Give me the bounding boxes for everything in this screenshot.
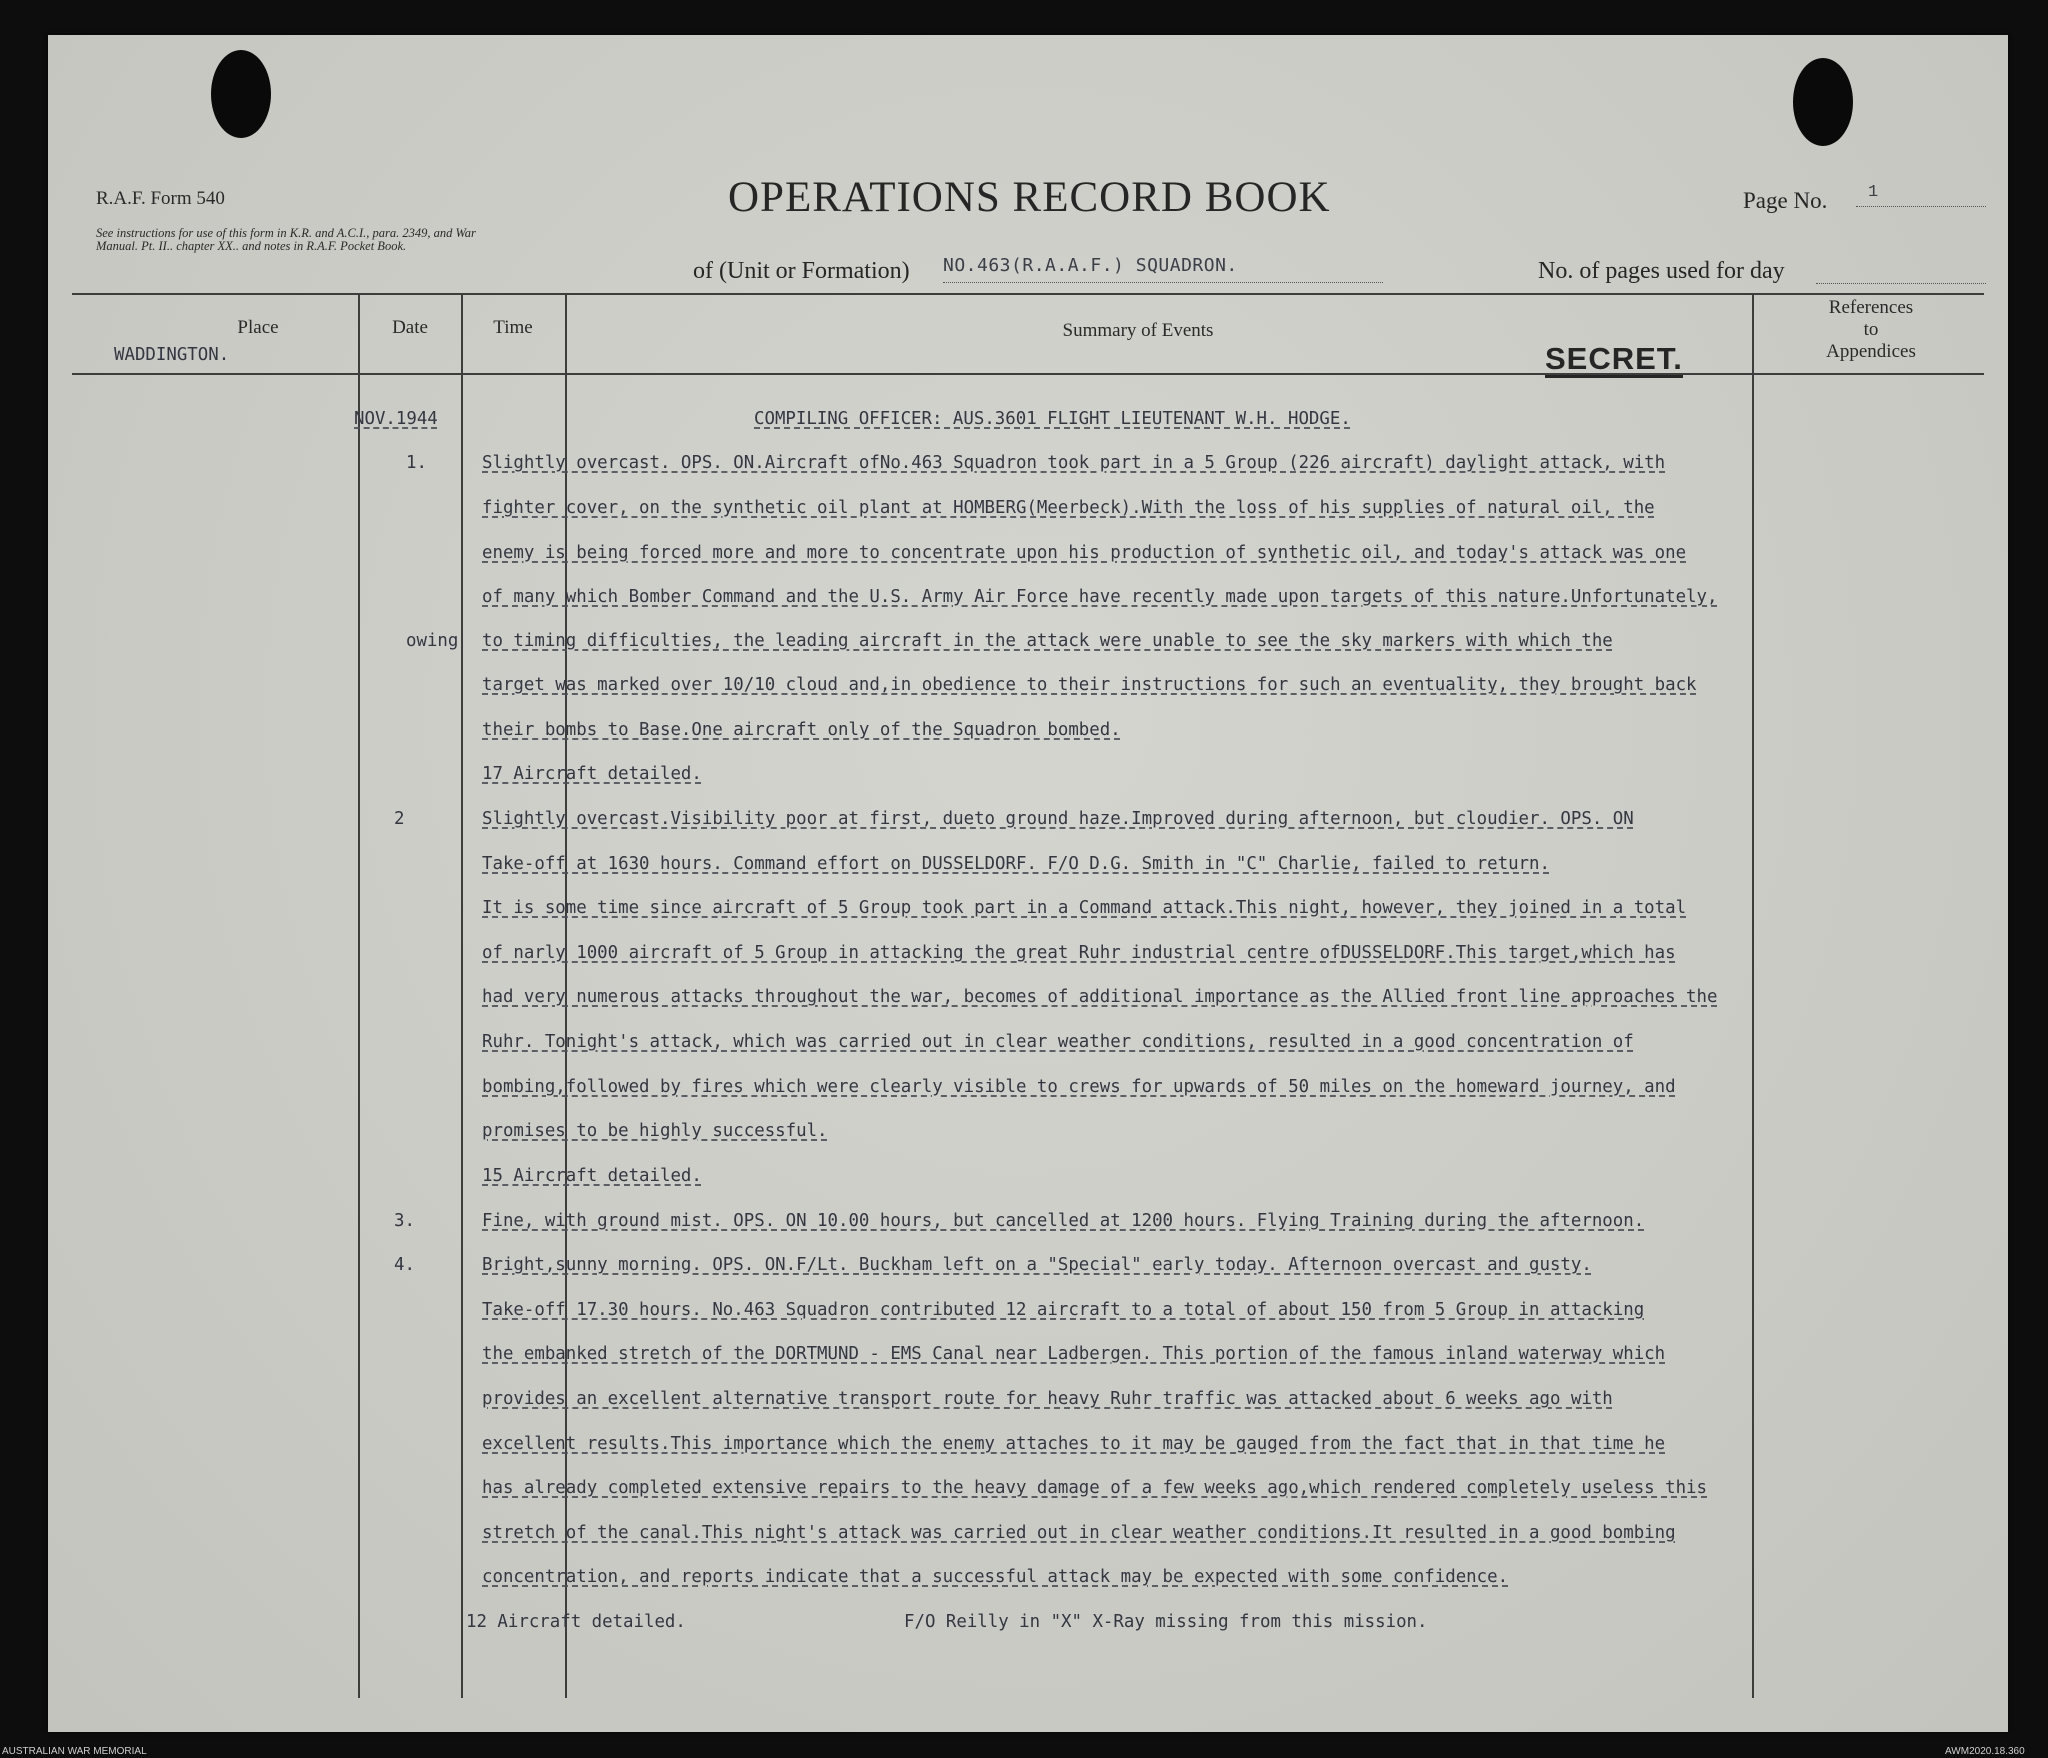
column-header-time: Time bbox=[493, 317, 533, 338]
references-line-2: to bbox=[1863, 319, 1879, 340]
nov-4-line-4: provides an excellent alternative transport route for heavy Ruhr traffic was attacked about 6 weeks ago with bbox=[482, 1389, 1613, 1409]
record-sheet bbox=[48, 35, 2008, 1732]
nov-4-missing-note: F/O Reilly in "X" X-Ray missing from this mission. bbox=[904, 1612, 1428, 1632]
nov-1-line-6: target was marked over 10/10 cloud and,in obedience to their instructions for such an eventuality, they brought back bbox=[482, 675, 1697, 695]
nov-1-line-5: to timing difficulties, the leading aircraft in the attack were unable to see the sky markers with which the bbox=[482, 631, 1613, 651]
page-title: OPERATIONS RECORD BOOK bbox=[728, 174, 1331, 221]
nov-1-line-1: Slightly overcast. OPS. ON.Aircraft ofNo.463 Squadron took part in a 5 Group (226 aircraft) daylight attack, with bbox=[482, 453, 1666, 473]
nov-4-line-2: Take-off 17.30 hours. No.463 Squadron contributed 12 aircraft to a total of about 150 from 5 Group in attacking bbox=[482, 1300, 1645, 1320]
nov-4-line-3: the embanked stretch of the DORTMUND - EMS Canal near Ladbergen. This portion of the famous inland waterway which bbox=[482, 1344, 1666, 1364]
form-number: R.A.F. Form 540 bbox=[96, 188, 225, 209]
nov-1-line-4: of many which Bomber Command and the U.S. Army Air Force have recently made upon targets of this nature.Unfortunately, bbox=[482, 587, 1718, 607]
punch-hole-left bbox=[211, 50, 271, 138]
nov-1-line-3: enemy is being forced more and more to concentrate upon his production of synthetic oil, and today's attack was one bbox=[482, 543, 1687, 563]
place-entry: WADDINGTON. bbox=[114, 345, 230, 365]
nov-2-line-1: Slightly overcast.Visibility poor at first, dueto ground haze.Improved during afternoon, but cloudier. OPS. ON bbox=[482, 809, 1634, 829]
form-instructions: See instructions for use of this form in K.R. and A.C.I., para. 2349, and War Manual. Pt. II.. chapter XX.. and notes in R.A.F. Pocket Book. bbox=[96, 226, 476, 253]
nov-2-line-6: Ruhr. Tonight's attack, which was carried out in clear weather conditions, resulted in a good concentration of bbox=[482, 1032, 1634, 1052]
references-line-3: Appendices bbox=[1826, 341, 1916, 362]
unit-value: NO.463(R.A.A.F.) SQUADRON. bbox=[943, 255, 1383, 283]
nov-2-line-7: bombing,followed by fires which were clearly visible to crews for upwards of 50 miles on the homeward journey, and bbox=[482, 1077, 1676, 1097]
date-nov-3: 3. bbox=[394, 1211, 415, 1231]
date-nov-2: 2 bbox=[394, 809, 405, 829]
nov-4-line-8: concentration, and reports indicate that a successful attack may be expected with some confidence. bbox=[482, 1567, 1509, 1587]
nov-2-line-8: promises to be highly successful. bbox=[482, 1121, 828, 1141]
page-number-value: 1 bbox=[1856, 183, 1986, 207]
column-divider-place bbox=[358, 293, 360, 1698]
nov-4-line-7: stretch of the canal.This night's attack was carried out in clear weather conditions.It resulted in a good bombing bbox=[482, 1523, 1676, 1543]
compiling-officer: COMPILING OFFICER: AUS.3601 FLIGHT LIEUTENANT W.H. HODGE. bbox=[754, 409, 1351, 429]
nov-4-line-5: excellent results.This importance which the enemy attaches to it may be gauged from the fact that in that time he bbox=[482, 1434, 1666, 1454]
date-nov-1: 1. bbox=[406, 453, 427, 473]
nov-4-aircraft-detailed: 12 Aircraft detailed. bbox=[466, 1612, 686, 1632]
month-entry: NOV.1944 bbox=[354, 409, 438, 429]
secret-stamp: SECRET. bbox=[1545, 341, 1683, 376]
archive-credit: AUSTRALIAN WAR MEMORIAL bbox=[2, 1746, 147, 1757]
nov-3-line-1: Fine, with ground mist. OPS. ON 10.00 hours, but cancelled at 1200 hours. Flying Training during the afternoon. bbox=[482, 1211, 1645, 1231]
unit-label: of (Unit or Formation) bbox=[693, 258, 910, 284]
column-divider-references bbox=[1752, 293, 1754, 1698]
nov-1-aircraft-detailed: 17 Aircraft detailed. bbox=[482, 764, 702, 784]
nov-2-line-4: of narly 1000 aircraft of 5 Group in attacking the great Ruhr industrial centre ofDUSSELDORF.This target,which has bbox=[482, 943, 1676, 963]
pages-used-value bbox=[1816, 255, 1986, 284]
nov-4-line-6: has already completed extensive repairs to the heavy damage of a few weeks ago,which rendered completely useless this bbox=[482, 1478, 1707, 1498]
nov-1-line-2: fighter cover, on the synthetic oil plant at HOMBERG(Meerbeck).With the loss of his supplies of natural oil, the bbox=[482, 498, 1655, 518]
column-header-place: Place bbox=[237, 317, 279, 338]
date-nov-4: 4. bbox=[394, 1255, 415, 1275]
nov-2-line-3: It is some time since aircraft of 5 Group took part in a Command attack.This night, however, they joined in a total bbox=[482, 898, 1687, 918]
nov-1-line-7: their bombs to Base.One aircraft only of the Squadron bombed. bbox=[482, 720, 1121, 740]
page-number-label: Page No. bbox=[1743, 188, 1828, 213]
nov-2-line-2: Take-off at 1630 hours. Command effort on DUSSELDORF. F/O D.G. Smith in "C" Charlie, failed to return. bbox=[482, 854, 1550, 874]
pages-used-label: No. of pages used for day bbox=[1538, 258, 1785, 284]
column-header-summary: Summary of Events bbox=[1062, 320, 1214, 341]
nov-2-line-5: had very numerous attacks throughout the war, becomes of additional importance as the Allied front line approaches the bbox=[482, 987, 1718, 1007]
column-header-date: Date bbox=[392, 317, 428, 338]
nov-1-time-owing: owing bbox=[406, 631, 459, 651]
column-divider-date bbox=[461, 293, 463, 1698]
references-line-1: References bbox=[1828, 297, 1914, 318]
nov-2-aircraft-detailed: 15 Aircraft detailed. bbox=[482, 1166, 702, 1186]
nov-4-line-1: Bright,sunny morning. OPS. ON.F/Lt. Buckham left on a "Special" early today. Afternoon overcast and gusty. bbox=[482, 1255, 1592, 1275]
punch-hole-right bbox=[1793, 58, 1853, 146]
column-header-references bbox=[1756, 297, 1986, 363]
archive-reference: AWM2020.18.360 bbox=[1945, 1746, 2025, 1757]
